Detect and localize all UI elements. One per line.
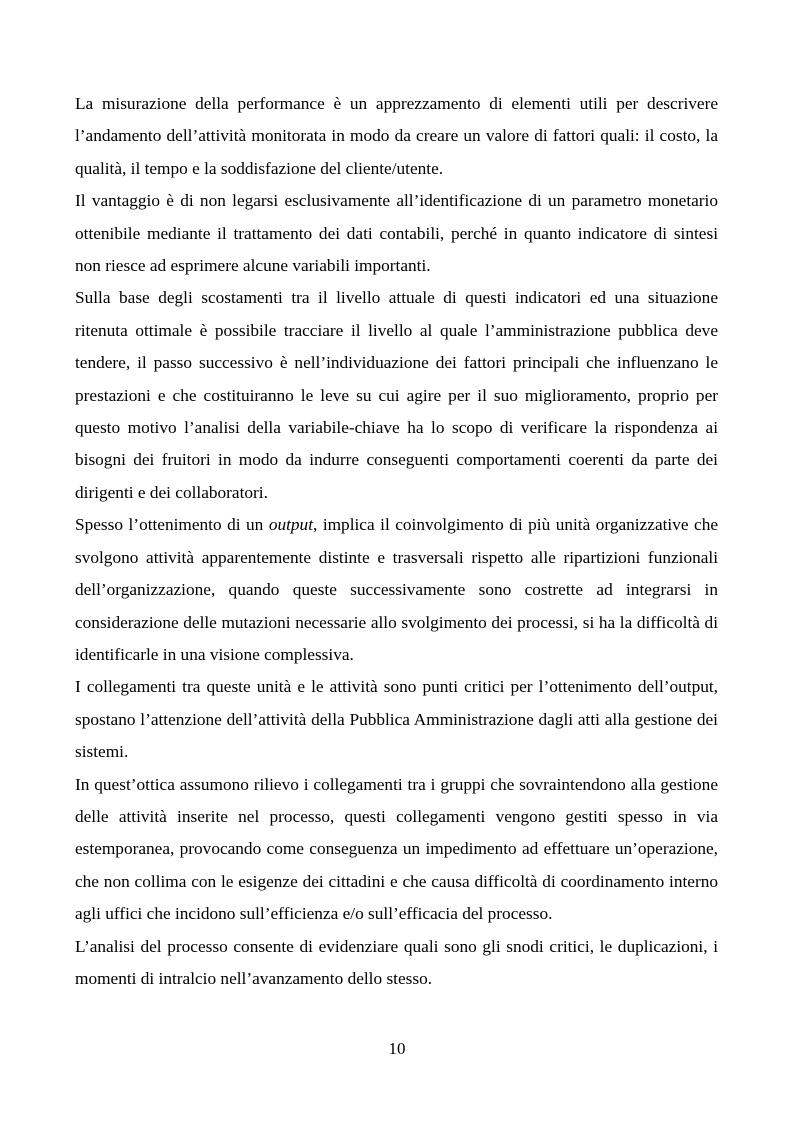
- paragraph-output-italic-term: output: [268, 515, 313, 535]
- page-body: [75, 88, 718, 995]
- paragraph-output: [75, 509, 718, 671]
- paragraph-output-lead: Spesso l’ottenimento di un: [75, 515, 269, 535]
- paragraph-perspective: In quest’ottica assumono rilievo i collegamenti tra i gruppi che sovraintendono alla gestione delle attività inserite nel processo, questi collegamenti vengono gestiti spesso in via estemporanea, provocando come conseguenza un impedimento ad effettuare un’operazione, che non collima con le esigenze dei cittadini e che causa difficoltà di coordinamento interno agli uffici che incidono sull’efficienza e/o sull’efficacia del processo.: [75, 774, 718, 924]
- paragraph-output-rest: , implica il coinvolgimento di più unità organizzative che svolgono attività apparentemente distinte e trasversali rispetto alle ripartizioni funzionali dell’organizzazione, quando queste successivamente sono costrette ad integrarsi in considerazione delle mutazioni necessarie allo svolgimento dei processi, si ha la difficoltà di identificarle in una visione complessiva.: [75, 515, 718, 664]
- page-number: 10: [388, 1039, 406, 1058]
- paragraph-performance-measurement: La misurazione della performance è un apprezzamento di elementi utili per descrivere l’andamento dell’attività monitorata in modo da creare un valore di fattori quali: il costo, la qualità, il tempo e la soddisfazione del cliente/utente.: [75, 94, 718, 178]
- paragraph-links: I collegamenti tra queste unità e le attività sono punti critici per l’ottenimento dell’output, spostano l’attenzione dell’attività della Pubblica Amministrazione dagli atti alla gestione dei sistemi.: [75, 677, 718, 762]
- paragraph-deviations: Sulla base degli scostamenti tra il livello attuale di questi indicatori ed una situazione ritenuta ottimale è possibile tracciare il livello al quale l’amministrazione pubblica deve tendere, il passo successivo è nell’individuazione dei fattori principali che influenzano le prestazioni e che costituiranno le leve su cui agire per il suo miglioramento, proprio per questo motivo l’analisi della variabile-chiave ha lo scopo di verificare la rispondenza ai bisogni dei fruitori in modo da indurre conseguenti comportamenti coerenti da parte dei dirigenti e dei collaboratori.: [75, 288, 718, 502]
- paragraph-advantage: Il vantaggio è di non legarsi esclusivamente all’identificazione di un parametro monetario ottenibile mediante il trattamento dei dati contabili, perché in quanto indicatore di sintesi non riesce ad esprimere alcune variabili importanti.: [75, 191, 718, 276]
- paragraph-process-analysis: L’analisi del processo consente di evidenziare quali sono gli snodi critici, le duplicazioni, i momenti di intralcio nell’avanzamento dello stesso.: [75, 936, 718, 988]
